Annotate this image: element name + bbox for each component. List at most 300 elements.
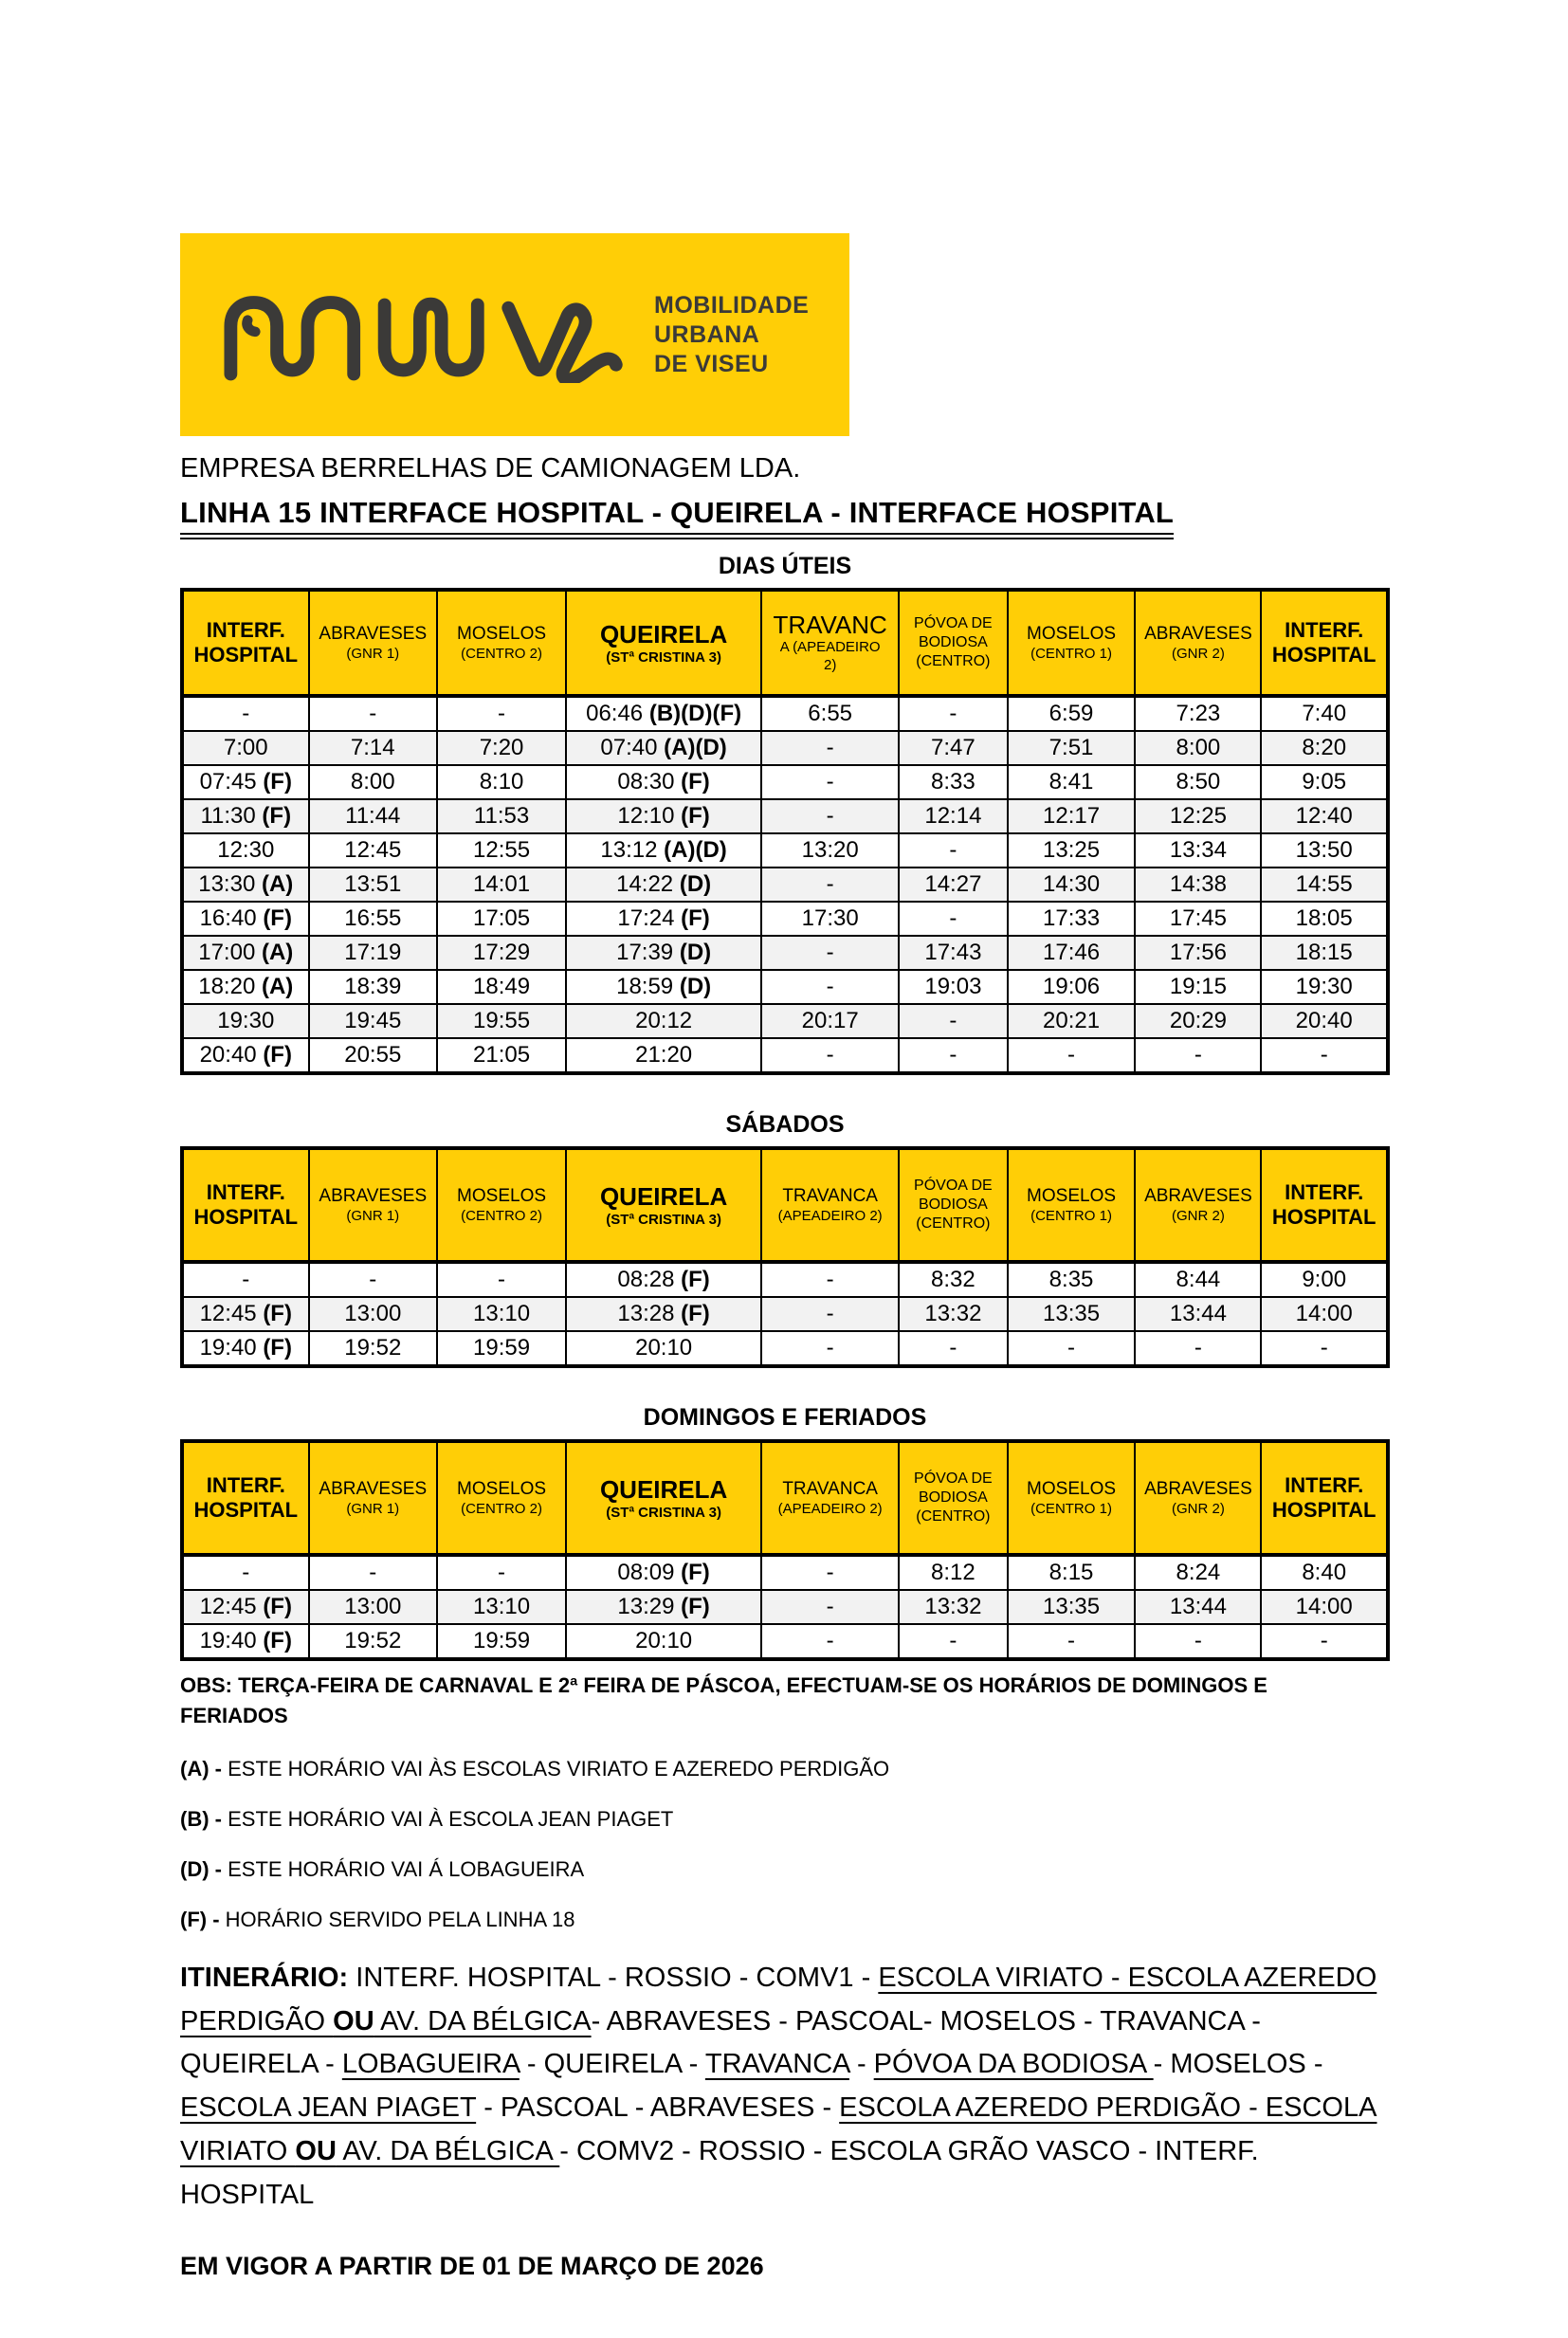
time-cell: 17:29 (437, 936, 566, 970)
stop-header-line: HOSPITAL (1271, 643, 1377, 667)
stop-header-line: HOSPITAL (193, 1205, 299, 1229)
stop-header-line: QUEIRELA (599, 619, 728, 648)
line-title: LINHA 15 INTERFACE HOSPITAL - QUEIRELA - INTERFACE HOSPITAL (180, 496, 1174, 539)
itinerary-segment: ESCOLA AZEREDO PERDIGÃO - ESCOLA VIRIATO (180, 2092, 1377, 2167)
time-cell: - (761, 936, 899, 970)
time-cell: - (761, 765, 899, 799)
footnote (180, 1807, 1390, 1832)
stop-header-line: (STª CRISTINA 3) (606, 1504, 721, 1521)
timetable-row (182, 1297, 1388, 1331)
time-cell: - (309, 1555, 437, 1590)
time-cell: 19:03 (899, 970, 1007, 1004)
itinerary-segment: AV. DA BÉLGICA (374, 2005, 592, 2037)
time-cell: 18:20 (A) (182, 970, 309, 1004)
time-cell: - (1008, 1624, 1136, 1659)
timetable-row (182, 1262, 1388, 1297)
time-cell: 6:55 (761, 696, 899, 731)
time-cell: 20:40 (1261, 1004, 1388, 1038)
stop-header-line: (CENTRO) (916, 653, 991, 669)
time-cell: 14:38 (1135, 868, 1261, 902)
time-cell: - (1261, 1331, 1388, 1366)
stop-header-line: QUEIRELA (599, 1474, 728, 1504)
stop-header (1261, 1148, 1388, 1262)
footnotes (180, 1757, 1390, 1932)
time-cell: 8:50 (1135, 765, 1261, 799)
time-cell: - (899, 833, 1007, 868)
time-cell: 11:53 (437, 799, 566, 833)
time-cell: 18:59 (D) (566, 970, 761, 1004)
time-cell: 8:32 (899, 1262, 1007, 1297)
time-cell: 7:51 (1008, 731, 1136, 765)
time-cell: - (899, 902, 1007, 936)
time-cell: 8:44 (1135, 1262, 1261, 1297)
stop-header-line: MOSELOS (1027, 1479, 1117, 1499)
footnote-text: ESTE HORÁRIO VAI ÀS ESCOLAS VIRIATO E AZEREDO PERDIGÃO (228, 1756, 890, 1781)
stop-header-line: INTERF. (206, 1473, 285, 1497)
stop-header-line: (GNR 2) (1171, 646, 1225, 662)
time-cell: 17:45 (1135, 902, 1261, 936)
tagline-line: URBANA (654, 320, 760, 348)
time-cell: 20:10 (566, 1331, 761, 1366)
stop-header (899, 1148, 1007, 1262)
stop-header (761, 1441, 899, 1555)
time-cell: 18:15 (1261, 936, 1388, 970)
time-cell: - (761, 1331, 899, 1366)
time-cell: 13:34 (1135, 833, 1261, 868)
muv-wordmark-icon (220, 286, 628, 383)
itinerary-segment: OU (295, 2136, 337, 2167)
line-title-wrap (180, 496, 1390, 539)
stop-header-line: ABRAVESES (319, 624, 428, 644)
time-cell: 9:00 (1261, 1262, 1388, 1297)
time-cell: 12:14 (899, 799, 1007, 833)
stop-header-line: INTERF. (206, 1180, 285, 1204)
time-cell: - (761, 1624, 899, 1659)
stop-header-line: (APEADEIRO 2) (777, 1501, 883, 1517)
time-cell: 8:00 (1135, 731, 1261, 765)
time-cell: 9:05 (1261, 765, 1388, 799)
time-cell: - (1135, 1038, 1261, 1073)
stop-header-line: A (APEADEIRO (779, 639, 881, 655)
stop-header-line: ABRAVESES (319, 1186, 428, 1206)
stop-header-line: TRAVANC (773, 611, 887, 639)
time-cell: - (899, 1624, 1007, 1659)
time-cell: 8:41 (1008, 765, 1136, 799)
stop-header-line: HOSPITAL (193, 643, 299, 667)
stop-header-line: MOSELOS (1027, 624, 1117, 644)
timetable-row (182, 1038, 1388, 1073)
time-cell: 13:10 (437, 1297, 566, 1331)
time-cell: 08:09 (F) (566, 1555, 761, 1590)
time-cell: 13:51 (309, 868, 437, 902)
stop-header-line: (GNR 2) (1171, 1501, 1225, 1517)
time-cell: 18:39 (309, 970, 437, 1004)
time-cell: - (1008, 1038, 1136, 1073)
footnote (180, 1757, 1390, 1781)
time-cell: 7:14 (309, 731, 437, 765)
time-cell: - (899, 696, 1007, 731)
time-cell: 14:00 (1261, 1297, 1388, 1331)
time-cell: 17:39 (D) (566, 936, 761, 970)
time-cell: 16:55 (309, 902, 437, 936)
itinerary-segment: OU (333, 2005, 374, 2037)
time-cell: 13:44 (1135, 1590, 1261, 1624)
time-cell: 20:40 (F) (182, 1038, 309, 1073)
stop-header-line: PÓVOA DE (914, 1178, 993, 1194)
time-cell: 14:55 (1261, 868, 1388, 902)
time-cell: 13:32 (899, 1590, 1007, 1624)
stop-header (182, 1441, 309, 1555)
time-cell: - (1135, 1331, 1261, 1366)
timetable-row (182, 1555, 1388, 1590)
time-cell: 7:20 (437, 731, 566, 765)
time-cell: - (1008, 1331, 1136, 1366)
time-cell: 17:24 (F) (566, 902, 761, 936)
timetables (180, 553, 1390, 1661)
stop-header-line: MOSELOS (1027, 1186, 1117, 1206)
time-cell: - (761, 1297, 899, 1331)
stop-header (309, 1148, 437, 1262)
time-cell: 12:10 (F) (566, 799, 761, 833)
time-cell: - (182, 1555, 309, 1590)
stop-header-line: BODIOSA (918, 634, 988, 650)
time-cell: 06:46 (B)(D)(F) (566, 696, 761, 731)
stop-header-line: MOSELOS (457, 1479, 547, 1499)
itinerary-segment: TRAVANCA (704, 2049, 849, 2080)
time-cell: 7:40 (1261, 696, 1388, 731)
time-cell: - (761, 731, 899, 765)
itinerary-segment: ESCOLA VIRIATO - ESCOLA AZEREDO PERDIGÃO (180, 1962, 1377, 2037)
stop-header-line: (GNR 1) (346, 646, 400, 662)
footnote-key: (A) - (180, 1756, 228, 1781)
time-cell: - (899, 1331, 1007, 1366)
stop-header-line: ABRAVESES (1144, 1479, 1252, 1499)
tagline-line: MOBILIDADE (654, 291, 810, 319)
time-cell: - (182, 1262, 309, 1297)
time-cell: 17:05 (437, 902, 566, 936)
time-cell: 13:32 (899, 1297, 1007, 1331)
time-cell: 18:49 (437, 970, 566, 1004)
footnote-key: (B) - (180, 1806, 228, 1831)
time-cell: - (761, 970, 899, 1004)
stop-header-line: HOSPITAL (1271, 1498, 1377, 1522)
time-cell: 19:55 (437, 1004, 566, 1038)
time-cell: 7:00 (182, 731, 309, 765)
stop-header-line: ABRAVESES (1144, 624, 1252, 644)
time-cell: 19:59 (437, 1624, 566, 1659)
itinerary-segment: - MOSELOS - (1153, 2049, 1323, 2080)
stop-header (761, 590, 899, 696)
obs-note: OBS: TERÇA-FEIRA DE CARNAVAL E 2ª FEIRA DE PÁSCOA, EFECTUAM-SE OS HORÁRIOS DE DOMINGOS E FERIADOS (180, 1673, 1267, 1727)
time-cell: 19:30 (1261, 970, 1388, 1004)
timetable-row (182, 799, 1388, 833)
table-caption-dias-uteis: DIAS ÚTEIS (718, 553, 852, 579)
stop-header-line: ABRAVESES (1144, 1186, 1252, 1206)
stop-header (761, 1148, 899, 1262)
time-cell: - (437, 696, 566, 731)
time-cell: 17:30 (761, 902, 899, 936)
time-cell: 14:27 (899, 868, 1007, 902)
timetable-row (182, 1624, 1388, 1659)
stop-header (437, 1441, 566, 1555)
stop-header (182, 1148, 309, 1262)
time-cell: 19:06 (1008, 970, 1136, 1004)
stop-header-line: TRAVANCA (782, 1479, 878, 1499)
time-cell: 19:45 (309, 1004, 437, 1038)
time-cell: 13:10 (437, 1590, 566, 1624)
time-cell: - (1135, 1624, 1261, 1659)
time-cell: 13:29 (F) (566, 1590, 761, 1624)
tagline-line: DE VISEU (654, 350, 769, 377)
time-cell: 12:17 (1008, 799, 1136, 833)
time-cell: - (1261, 1038, 1388, 1073)
time-cell: 8:40 (1261, 1555, 1388, 1590)
timetable-domingos-e-feriados (180, 1439, 1390, 1661)
time-cell: 19:30 (182, 1004, 309, 1038)
stop-header-line: (CENTRO 2) (461, 1501, 542, 1517)
stop-header (1261, 590, 1388, 696)
logo-tagline (654, 291, 809, 379)
footnote (180, 1908, 1390, 1932)
time-cell: 20:21 (1008, 1004, 1136, 1038)
time-cell: 20:29 (1135, 1004, 1261, 1038)
timetable-row (182, 868, 1388, 902)
stop-header (899, 590, 1007, 696)
time-cell: - (761, 1262, 899, 1297)
time-cell: 17:00 (A) (182, 936, 309, 970)
timetable-row (182, 1590, 1388, 1624)
time-cell: - (899, 1038, 1007, 1073)
stop-header (182, 590, 309, 696)
stop-header (1135, 1441, 1261, 1555)
stop-header-line: HOSPITAL (1271, 1205, 1377, 1229)
time-cell: 12:40 (1261, 799, 1388, 833)
time-cell: 17:43 (899, 936, 1007, 970)
time-cell: - (761, 799, 899, 833)
stop-header (309, 590, 437, 696)
stop-header-line: (CENTRO 2) (461, 1208, 542, 1224)
time-cell: 08:28 (F) (566, 1262, 761, 1297)
time-cell: 20:55 (309, 1038, 437, 1073)
stop-header-line: (GNR 1) (346, 1501, 400, 1517)
time-cell: 21:05 (437, 1038, 566, 1073)
timetable-row (182, 936, 1388, 970)
time-cell: - (899, 1004, 1007, 1038)
time-cell: 14:01 (437, 868, 566, 902)
time-cell: 8:00 (309, 765, 437, 799)
time-cell: 12:45 (309, 833, 437, 868)
table-caption-domingos-e-feriados: DOMINGOS E FERIADOS (643, 1404, 927, 1431)
time-cell: 19:40 (F) (182, 1331, 309, 1366)
time-cell: 8:20 (1261, 731, 1388, 765)
effective-date-line: EM VIGOR A PARTIR DE 01 DE MARÇO DE 2026 (180, 2251, 764, 2280)
time-cell: - (761, 1555, 899, 1590)
stop-header-line: (GNR 1) (346, 1208, 400, 1224)
itinerary-segment: AV. DA BÉLGICA (336, 2136, 560, 2167)
itinerary-label: ITINERÁRIO: (180, 1962, 349, 1993)
stop-header-line: (CENTRO 2) (461, 646, 542, 662)
stop-header-line: QUEIRELA (599, 1181, 728, 1211)
stop-header-line: INTERF. (1285, 1473, 1364, 1497)
footnote-key: (D) - (180, 1856, 228, 1881)
timetable-row (182, 1004, 1388, 1038)
stop-header-line: (CENTRO) (916, 1215, 991, 1232)
stop-header-line: BODIOSA (918, 1196, 988, 1213)
time-cell: 7:47 (899, 731, 1007, 765)
stop-header (309, 1441, 437, 1555)
stop-header (1135, 590, 1261, 696)
time-cell: 19:59 (437, 1331, 566, 1366)
company-name: EMPRESA BERRELHAS DE CAMIONAGEM LDA. (180, 453, 801, 484)
stop-header (437, 590, 566, 696)
time-cell: 8:10 (437, 765, 566, 799)
time-cell: 13:28 (F) (566, 1297, 761, 1331)
time-cell: 20:10 (566, 1624, 761, 1659)
time-cell: 6:59 (1008, 696, 1136, 731)
time-cell: 19:15 (1135, 970, 1261, 1004)
time-cell: 17:33 (1008, 902, 1136, 936)
stop-header (1008, 1441, 1136, 1555)
itinerary-paragraph (180, 1957, 1390, 2218)
stop-header-line: (STª CRISTINA 3) (606, 648, 721, 666)
time-cell: 11:30 (F) (182, 799, 309, 833)
time-cell: 13:35 (1008, 1590, 1136, 1624)
time-cell: 07:40 (A)(D) (566, 731, 761, 765)
time-cell: 12:55 (437, 833, 566, 868)
stop-header (1135, 1148, 1261, 1262)
time-cell: 8:12 (899, 1555, 1007, 1590)
time-cell: 13:00 (309, 1297, 437, 1331)
time-cell: 13:50 (1261, 833, 1388, 868)
time-cell: 8:24 (1135, 1555, 1261, 1590)
time-cell: 19:52 (309, 1331, 437, 1366)
time-cell: 13:30 (A) (182, 868, 309, 902)
time-cell: 19:52 (309, 1624, 437, 1659)
itinerary-segment: - PASCOAL - ABRAVESES - (476, 2092, 840, 2124)
stop-header-line: TRAVANCA (782, 1186, 878, 1206)
itinerary-segment: - QUEIRELA - (519, 2049, 705, 2080)
stop-header-line: ABRAVESES (319, 1479, 428, 1499)
timetable-row (182, 765, 1388, 799)
time-cell: 14:00 (1261, 1590, 1388, 1624)
timetable-row (182, 902, 1388, 936)
stop-header-line: (APEADEIRO 2) (777, 1208, 883, 1224)
timetable-row (182, 833, 1388, 868)
muv-logo (180, 233, 849, 436)
footnote (180, 1857, 1390, 1882)
time-cell: 13:35 (1008, 1297, 1136, 1331)
timetable-row (182, 970, 1388, 1004)
time-cell: 19:40 (F) (182, 1624, 309, 1659)
time-cell: - (761, 868, 899, 902)
time-cell: 16:40 (F) (182, 902, 309, 936)
time-cell: 17:46 (1008, 936, 1136, 970)
time-cell: 17:56 (1135, 936, 1261, 970)
footnote-text: HORÁRIO SERVIDO PELA LINHA 18 (225, 1907, 575, 1931)
stop-header-line: MOSELOS (457, 1186, 547, 1206)
time-cell: 8:35 (1008, 1262, 1136, 1297)
time-cell: - (1261, 1624, 1388, 1659)
footnote-text: ESTE HORÁRIO VAI Á LOBAGUEIRA (228, 1856, 585, 1881)
stop-header-line: PÓVOA DE (914, 1470, 993, 1487)
stop-header-line: (CENTRO 1) (1030, 646, 1112, 662)
time-cell: 13:00 (309, 1590, 437, 1624)
footnote-key: (F) - (180, 1907, 226, 1931)
time-cell: 11:44 (309, 799, 437, 833)
stop-header-line: INTERF. (1285, 618, 1364, 642)
time-cell: - (437, 1262, 566, 1297)
stop-header (1008, 1148, 1136, 1262)
timetable-dias-uteis (180, 588, 1390, 1075)
time-cell: - (309, 1262, 437, 1297)
time-cell: 13:25 (1008, 833, 1136, 868)
time-cell: 13:44 (1135, 1297, 1261, 1331)
time-cell: 17:19 (309, 936, 437, 970)
stop-header (1008, 590, 1136, 696)
stop-header (566, 590, 761, 696)
stop-header-line: (CENTRO) (916, 1508, 991, 1525)
stop-header (566, 1148, 761, 1262)
time-cell: - (182, 696, 309, 731)
stop-header (1261, 1441, 1388, 1555)
time-cell: - (309, 696, 437, 731)
itinerary-segment: - COMV2 - ROSSIO - ESCOLA GRÃO VASCO - INTERF. HOSPITAL (180, 2136, 1259, 2210)
stop-header-line: PÓVOA DE (914, 615, 993, 631)
time-cell: 7:23 (1135, 696, 1261, 731)
time-cell: 08:30 (F) (566, 765, 761, 799)
timetable-row (182, 696, 1388, 731)
time-cell: 12:45 (F) (182, 1590, 309, 1624)
stop-header-line: INTERF. (206, 618, 285, 642)
time-cell: 18:05 (1261, 902, 1388, 936)
time-cell: 07:45 (F) (182, 765, 309, 799)
itinerary-segment: - ABRAVESES - PASCOAL- MOSELOS - TRAVANCA - QUEIRELA - (180, 2005, 1261, 2080)
stop-header-line: INTERF. (1285, 1180, 1364, 1204)
time-cell: 12:45 (F) (182, 1297, 309, 1331)
time-cell: 21:20 (566, 1038, 761, 1073)
timetable-row (182, 731, 1388, 765)
itinerary-segment: ESCOLA JEAN PIAGET (180, 2092, 477, 2124)
itinerary-segment: LOBAGUEIRA (341, 2049, 520, 2080)
timetable-row (182, 1331, 1388, 1366)
time-cell: 8:33 (899, 765, 1007, 799)
timetable-sabados (180, 1146, 1390, 1368)
time-cell: 20:17 (761, 1004, 899, 1038)
time-cell: 12:30 (182, 833, 309, 868)
stop-header-line: (CENTRO 1) (1030, 1501, 1112, 1517)
stop-header-line: (STª CRISTINA 3) (606, 1211, 721, 1228)
time-cell: - (761, 1038, 899, 1073)
itinerary-segment: - (848, 2049, 874, 2080)
time-cell: 8:15 (1008, 1555, 1136, 1590)
time-cell: 13:20 (761, 833, 899, 868)
stop-header-line: 2) (823, 657, 837, 673)
table-caption-sabados: SÁBADOS (725, 1111, 845, 1138)
footnote-text: ESTE HORÁRIO VAI À ESCOLA JEAN PIAGET (228, 1806, 674, 1831)
time-cell: - (761, 1590, 899, 1624)
time-cell: 14:22 (D) (566, 868, 761, 902)
stop-header (566, 1441, 761, 1555)
stop-header-line: MOSELOS (457, 624, 547, 644)
time-cell: 13:12 (A)(D) (566, 833, 761, 868)
stop-header (899, 1441, 1007, 1555)
stop-header-line: (CENTRO 1) (1030, 1208, 1112, 1224)
stop-header-line: (GNR 2) (1171, 1208, 1225, 1224)
time-cell: 20:12 (566, 1004, 761, 1038)
stop-header-line: HOSPITAL (193, 1498, 299, 1522)
time-cell: 12:25 (1135, 799, 1261, 833)
itinerary-segment: PÓVOA DA BODIOSA (873, 2049, 1154, 2080)
